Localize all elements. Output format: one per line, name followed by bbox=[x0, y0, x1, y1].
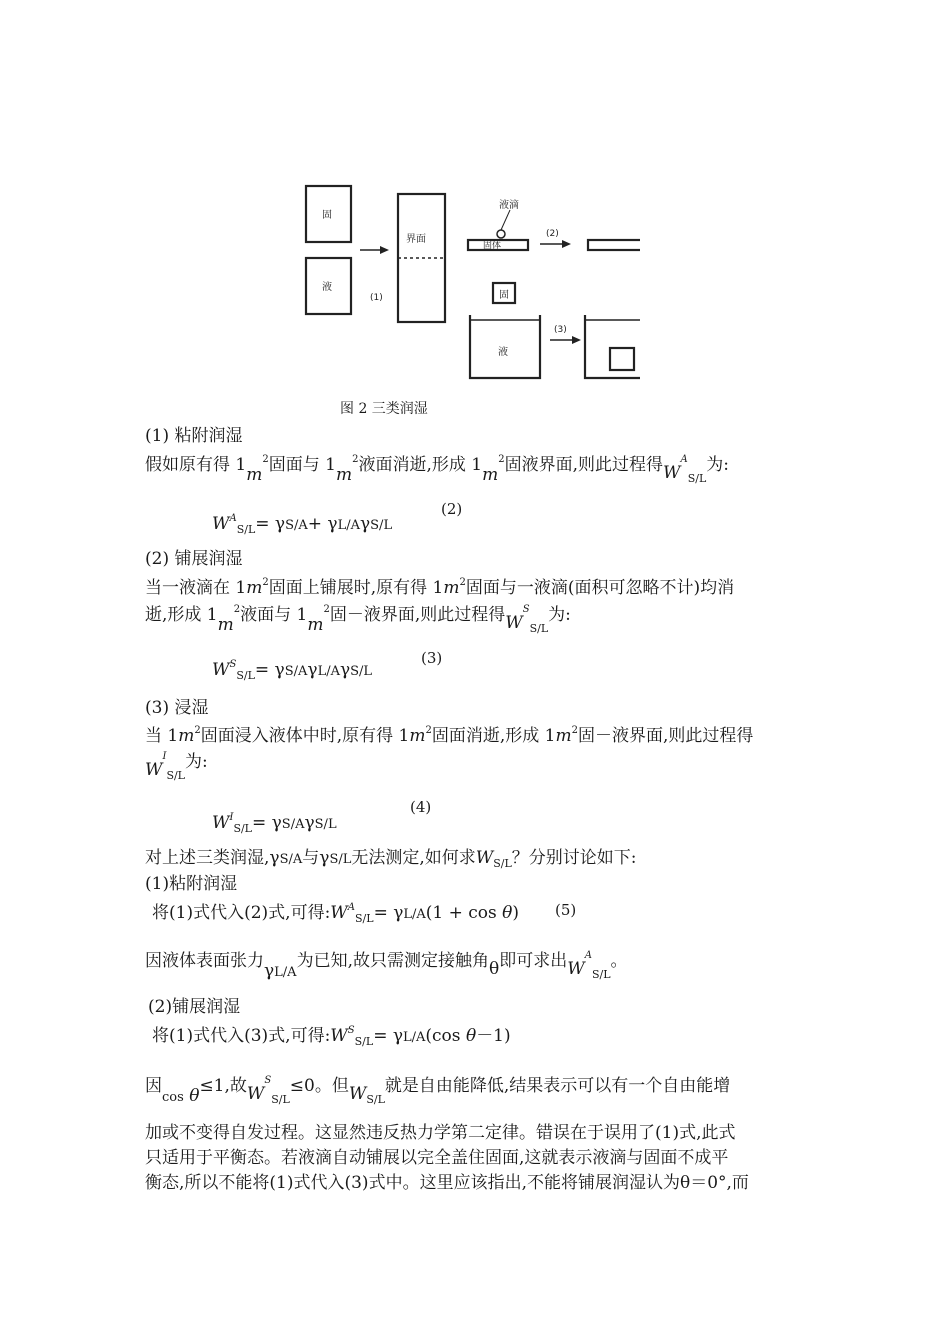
wetting-figure bbox=[300, 180, 640, 390]
label-solid-plate: 固体 bbox=[483, 241, 502, 251]
label-step3: (3) bbox=[554, 325, 567, 335]
droplet bbox=[497, 230, 505, 238]
s1-heading: (1) 粘附润湿 bbox=[145, 426, 243, 446]
label-step2: (2) bbox=[546, 229, 559, 239]
disc-line5: 因液体表面张力$\gamma_{L/A}$为已知,故只需测定接触角θ即可求出$W^A_{S/L}$。 bbox=[145, 950, 628, 981]
eq5-number: (5) bbox=[555, 901, 577, 919]
equation-2: $W^A_{S/L}= \gamma S/A+ \gamma L/A\gamma S/L$ bbox=[212, 513, 393, 536]
disc-eq6-line: 将(1)式代入(3)式,可得$:W^S_{S/L}= \gamma L/A(\cos$ θ－1) bbox=[152, 1025, 511, 1048]
droplet-leader bbox=[501, 210, 510, 230]
s2-line1: 当一液滴在 $1m^2$固面上铺展时,原有得 $1m^2$固面与一液滴(面积可忽略不计)均消 bbox=[145, 577, 735, 598]
label-step1: (1) bbox=[370, 293, 383, 303]
label-solid-small: 固 bbox=[499, 290, 509, 301]
disc-h1: (1)粘附润湿 bbox=[145, 874, 238, 894]
s1-paragraph: 假如原有得 $1m^2$固面与 $1m^2$液面消逝,形成 $1m^2$固液界面,则此过程得$W^A_{S/L}$为: bbox=[145, 454, 729, 485]
label-liquid: 液 bbox=[322, 282, 332, 293]
arrow-1-head bbox=[380, 246, 389, 254]
disc-line8: 加或不变得自发过程。这显然违反热力学第二定律。错误在于误用了(1)式,此式 bbox=[145, 1123, 736, 1143]
label-solid: 固 bbox=[322, 210, 332, 221]
label-droplet: 液滴 bbox=[499, 200, 519, 211]
s2-line2: 逝,形成 $1m^2$液面与 $1m^2$固－液界面,则此过程得$W^S_{S/L}$为: bbox=[145, 604, 571, 635]
disc-line1: 对上述三类润湿,γS/A与γS/L无法测定,如何求$W_{S/L}$？分别讨论如下: bbox=[145, 848, 637, 870]
label-interface: 界面 bbox=[406, 234, 426, 245]
eq3-number: (3) bbox=[421, 649, 443, 667]
equation-4: $W^I_{S/L}= \gamma S/A\gamma S/L$ bbox=[212, 812, 337, 835]
label-liquid-tank: 液 bbox=[498, 347, 508, 358]
disc-h2: (2)铺展润湿 bbox=[148, 997, 241, 1017]
arrow-3-head bbox=[572, 336, 581, 344]
s3-line1: 当 $1m^2$固面浸入液体中时,原有得 $1m^2$固面消逝,形成 $1m^2$固－液界面,则此过程得 bbox=[145, 725, 754, 746]
spread-film bbox=[588, 240, 640, 250]
s2-heading: (2) 铺展润湿 bbox=[145, 549, 243, 569]
disc-line7: 因$_{cos}$ θ≤1,故$W^S_{S/L}\le 0$。但$W_{S/L}$就是自由能降低,结果表示可以有一个自由能增 bbox=[145, 1075, 731, 1106]
equation-3: $W^S_{S/L}= \gamma S/A\gamma L/A\gamma S/L$ bbox=[212, 659, 373, 682]
figure-caption: 图 2 三类润湿 bbox=[340, 401, 428, 417]
tank-result bbox=[585, 315, 640, 378]
eq2-number: (2) bbox=[441, 500, 463, 518]
disc-line10: 衡态,所以不能将(1)式代入(3)式中。这里应该指出,不能将铺展润湿认为θ＝0°,而 bbox=[145, 1173, 749, 1193]
disc-line9: 只适用于平衡态。若液滴自动铺展以完全盖住固面,这就表示液滴与固面不成平 bbox=[145, 1148, 729, 1168]
eq4-number: (4) bbox=[410, 798, 432, 816]
arrow-2-head bbox=[562, 240, 571, 248]
disc-eq5-line: 将(1)式代入(2)式,可得$:W^A_{S/L}= \gamma L/A(1 + \cos \theta)$ bbox=[152, 902, 520, 925]
s3-line2: $W^I_{S/L}$为: bbox=[145, 751, 208, 782]
s3-heading: (3) 浸湿 bbox=[145, 698, 209, 718]
immersed-solid bbox=[610, 348, 634, 370]
